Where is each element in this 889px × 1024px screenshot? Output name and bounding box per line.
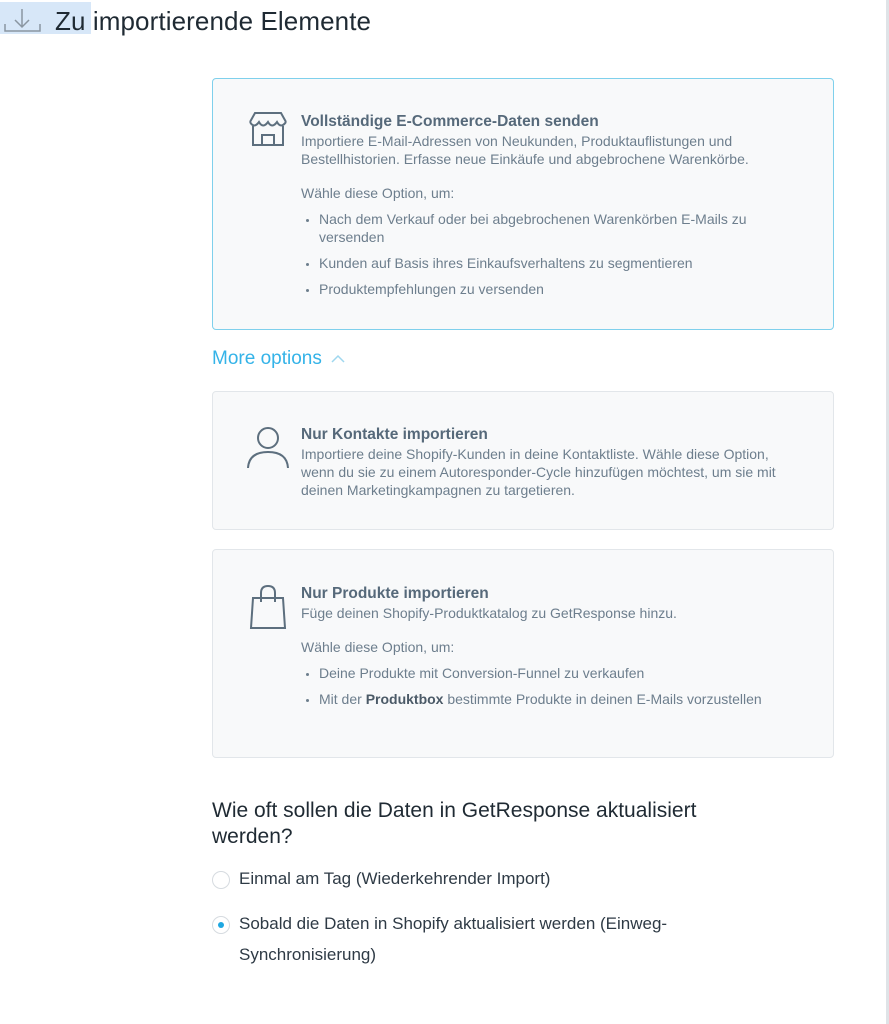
card-choose-label: Wähle diese Option, um:: [301, 185, 455, 201]
option-card-contacts[interactable]: [212, 391, 834, 530]
option-card-ecommerce[interactable]: [212, 78, 834, 330]
user-icon: [245, 424, 291, 470]
card-title: Nur Produkte importieren: [301, 585, 489, 602]
more-options-toggle[interactable]: [212, 348, 346, 370]
card-title: Nur Kontakte importieren: [301, 426, 488, 443]
list-item: [319, 690, 803, 708]
radio-button-selected[interactable]: [212, 916, 230, 934]
list-item: • Nach dem Verkauf oder bei abgebrochenen Warenkörben E-Mails zu versenden: [319, 210, 803, 246]
bullet-text-prefix: Mit der: [319, 691, 366, 707]
radio-label: Sobald die Daten in Shopify aktualisiert werden (Einweg-Synchronisierung): [239, 914, 668, 964]
radio-button[interactable]: [212, 871, 230, 889]
option-card-products[interactable]: [212, 549, 834, 758]
list-item: • Kunden auf Basis ihres Einkaufsverhaltens zu segmentieren: [319, 254, 803, 272]
list-item: • Produktempfehlungen zu versenden: [319, 280, 803, 298]
section-title: Zu importierende Elemente: [55, 6, 372, 36]
card-choose-label: Wähle diese Option, um:: [301, 639, 455, 655]
frequency-option-daily[interactable]: [212, 869, 709, 894]
shopping-bag-icon: [245, 584, 291, 630]
download-icon: [2, 6, 42, 34]
card-bullet-list: [301, 210, 803, 298]
store-icon: [245, 107, 291, 153]
card-description: Importiere deine Shopify-Kunden in deine Kontaktliste. Wähle diese Option, wenn du sie zu einem Autoresponder-Cycle hinzufügen möchtest, um sie mit deinen Marketingkampagnen zu targetieren.: [301, 446, 776, 498]
frequency-question: Wie oft sollen die Daten in GetResponse aktualisiert werden?: [212, 799, 697, 848]
card-title: Vollständige E-Commerce-Daten senden: [301, 113, 599, 130]
more-options-label: More options: [212, 348, 322, 369]
list-item: • Deine Produkte mit Conversion-Funnel zu verkaufen: [319, 664, 803, 682]
chevron-up-icon: [330, 353, 346, 365]
card-bullet-list: [301, 664, 803, 708]
card-description: Füge deinen Shopify-Produktkatalog zu GetResponse hinzu.: [301, 605, 677, 621]
bullet-text-suffix: bestimmte Produkte in deinen E-Mails vorzustellen: [443, 691, 762, 707]
product-box-term: Produktbox: [365, 691, 444, 707]
card-description: Importiere E-Mail-Adressen von Neukunden, Produktauflistungen und Bestellhistorien. Erfasse neue Einkäufe und abgebrochene Warenkörbe.: [301, 133, 749, 167]
frequency-option-sync[interactable]: [212, 914, 709, 970]
radio-label: Einmal am Tag (Wiederkehrender Import): [239, 869, 551, 888]
